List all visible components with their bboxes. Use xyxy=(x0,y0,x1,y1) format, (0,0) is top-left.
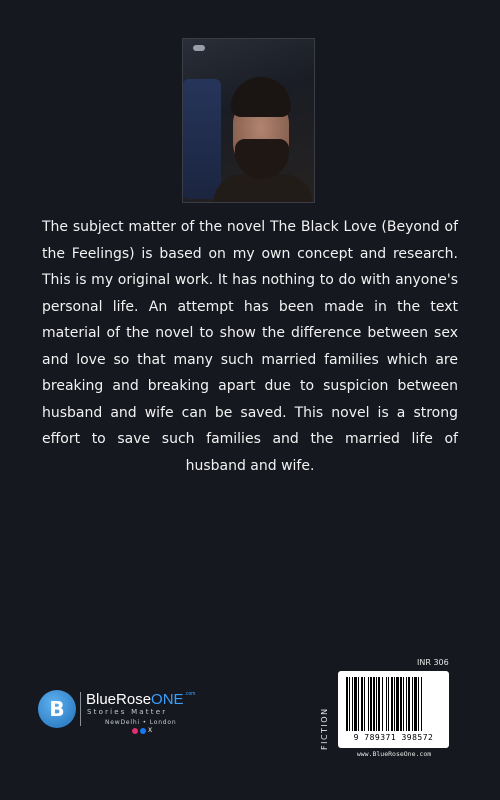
publisher-name-accent: ONE xyxy=(151,691,184,708)
author-hair xyxy=(231,77,291,117)
barcode-bar xyxy=(422,677,424,731)
genre-label: FICTION xyxy=(320,707,329,750)
author-photo xyxy=(182,38,315,203)
publisher-name-main: BlueRose xyxy=(86,691,152,708)
back-cover-blurb: The subject matter of the novel The Black Love (Beyond of the Feelings) is based on my own concept and research. This is my original work. It has nothing to do with anyone's personal life. An attempt has been made in the text material of the novel to show the difference between sex and love so that many such married families which are breaking and breaking apart due to suspicion between husband and wife can be saved. This novel is a strong effort to save such families and the married life of husband and wife. xyxy=(42,219,458,474)
publisher-cities: NewDelhi • London xyxy=(105,719,177,726)
logo-divider xyxy=(80,692,81,726)
ceiling-light xyxy=(193,45,205,51)
logo-letter: B xyxy=(49,697,65,721)
price-label: INR 306 xyxy=(417,658,449,667)
barcode-bars xyxy=(346,677,442,731)
x-icon: X xyxy=(148,727,153,734)
instagram-icon xyxy=(132,728,138,734)
author-beard xyxy=(235,139,289,179)
website-url: www.BlueRoseOne.com xyxy=(356,750,432,758)
isbn-number: 9 789371 398572 xyxy=(353,733,434,742)
publisher-tagline: Stories Matter xyxy=(87,708,168,716)
seat-backrest xyxy=(183,79,221,199)
bluerose-logo-icon xyxy=(38,690,76,728)
publisher-name xyxy=(86,691,195,708)
facebook-icon xyxy=(140,728,146,734)
social-icons xyxy=(132,728,152,734)
barcode xyxy=(338,671,449,748)
publisher-name-sup: .com xyxy=(184,691,196,697)
